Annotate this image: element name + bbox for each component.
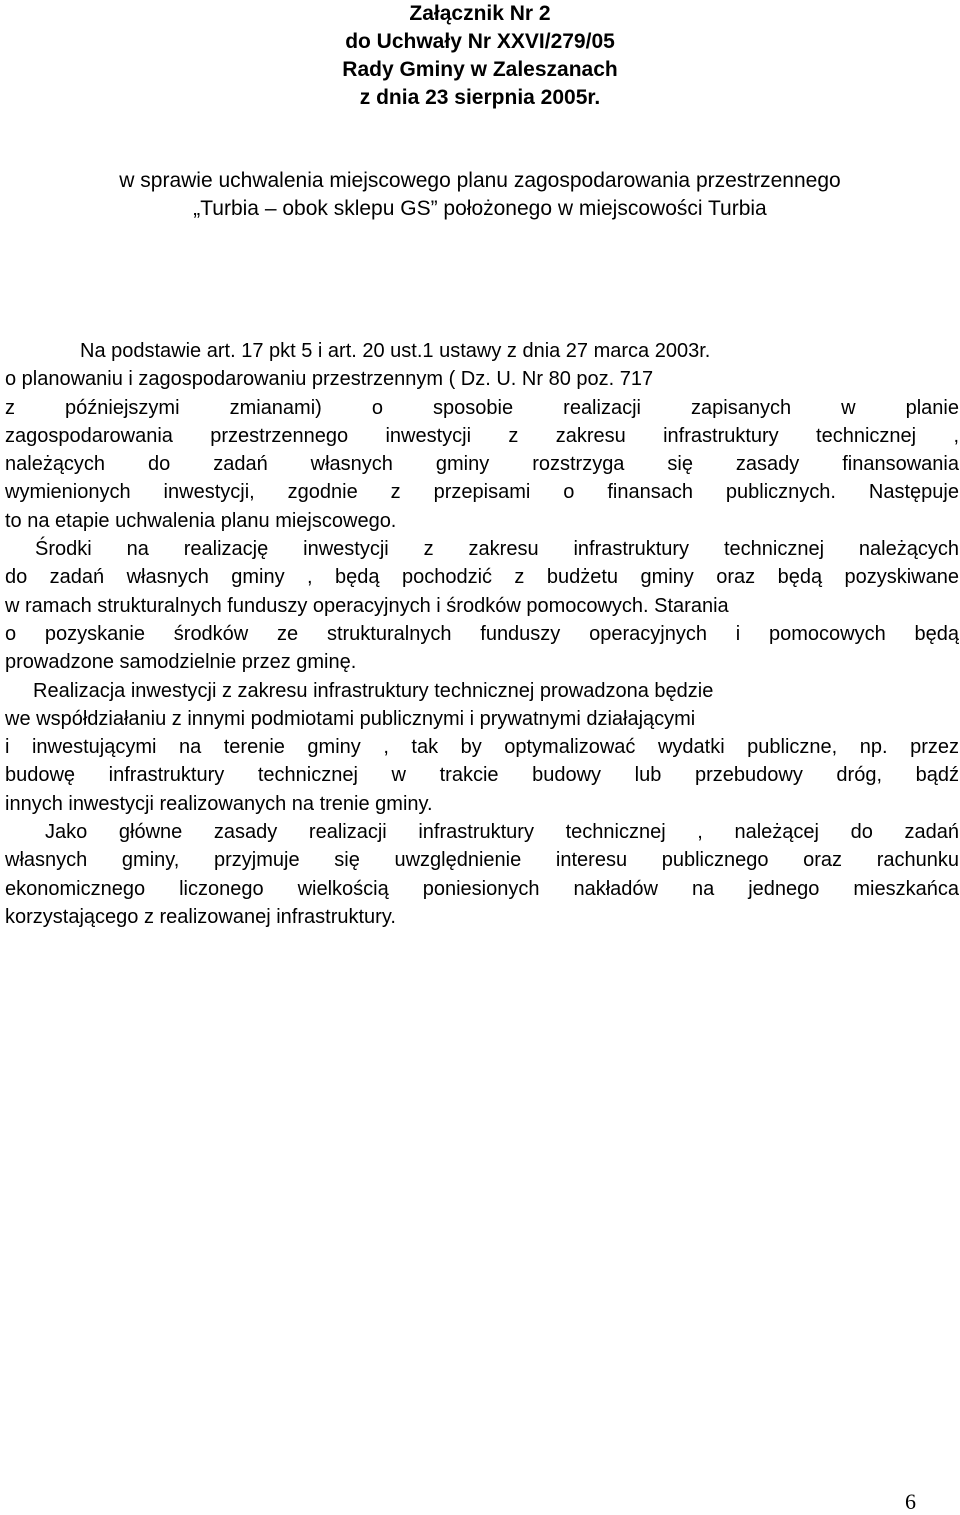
text-line: i inwestującymi na terenie gminy , tak by optymalizować wydatki publiczne, np. przez [5, 736, 959, 759]
text-line: korzystającego z realizowanej infrastruktury. [5, 905, 396, 928]
text-line: o planowaniu i zagospodarowaniu przestrzennym ( Dz. U. Nr 80 poz. 717 [5, 368, 654, 391]
text-line: w ramach strukturalnych funduszy operacyjnych i środków pomocowych. Starania [5, 594, 729, 617]
page-number: 6 [905, 1489, 916, 1514]
document-body [5, 337, 959, 931]
resolution-number: do Uchwały Nr XXVI/279/05 [345, 30, 615, 53]
text-line: wymienionych inwestycji, zgodnie z przepisami o finansach publicznych. Następuje [5, 481, 959, 504]
text-line: Jako główne zasady realizacji infrastruktury technicznej , należącej do zadań [45, 821, 959, 844]
subject-heading [0, 167, 960, 223]
text-line: prowadzone samodzielnie przez gminę. [5, 651, 357, 674]
paragraph-main-principles [5, 818, 959, 931]
text-line: do zadań własnych gminy , będą pochodzić z budżetu gminy oraz będą pozyskiwane [5, 566, 959, 589]
text-line: budowę infrastruktury technicznej w trakcie budowy lub przebudowy dróg, bądź [5, 764, 959, 787]
attachment-title: Załącznik Nr 2 [409, 2, 551, 25]
text-line: Realizacja inwestycji z zakresu infrastruktury technicznej prowadzona będzie [33, 679, 714, 702]
text-line: to na etapie uchwalenia planu miejscowego. [5, 509, 397, 532]
text-line: o pozyskanie środków ze strukturalnych funduszy operacyjnych i pomocowych będą [5, 622, 959, 645]
text-line: innych inwestycji realizowanych na trenie gminy. [5, 792, 433, 815]
paragraph-funding-sources [5, 535, 959, 676]
text-line: we współdziałaniu z innymi podmiotami publicznymi i prywatnymi działającymi [5, 707, 696, 730]
paragraph-cooperation [5, 677, 959, 818]
text-line: Na podstawie art. 17 pkt 5 i art. 20 ust.1 ustawy z dnia 27 marca 2003r. [80, 340, 711, 362]
council-name: Rady Gminy w Zaleszanach [342, 58, 618, 81]
text-line: zagospodarowania przestrzennego inwestycji z zakresu infrastruktury technicznej , [5, 424, 959, 447]
text-line: z późniejszymi zmianami) o sposobie realizacji zapisanych w planie [5, 396, 959, 419]
text-line: własnych gminy, przyjmuje się uwzględnienie interesu publicznego oraz rachunku [5, 849, 959, 872]
subject-line: w sprawie uchwalenia miejscowego planu zagospodarowania przestrzennego [119, 169, 841, 192]
paragraph-legal-basis [5, 337, 959, 535]
subject-line: „Turbia – obok sklepu GS” położonego w miejscowości Turbia [193, 197, 767, 220]
attachment-header [0, 0, 960, 112]
resolution-date: z dnia 23 sierpnia 2005r. [359, 86, 601, 109]
text-line: należących do zadań własnych gminy rozstrzyga się zasady finansowania [5, 453, 959, 476]
text-line: Środki na realizację inwestycji z zakresu infrastruktury technicznej należących [35, 538, 959, 561]
text-line: ekonomicznego liczonego wielkością poniesionych nakładów na jednego mieszkańca [5, 877, 959, 900]
